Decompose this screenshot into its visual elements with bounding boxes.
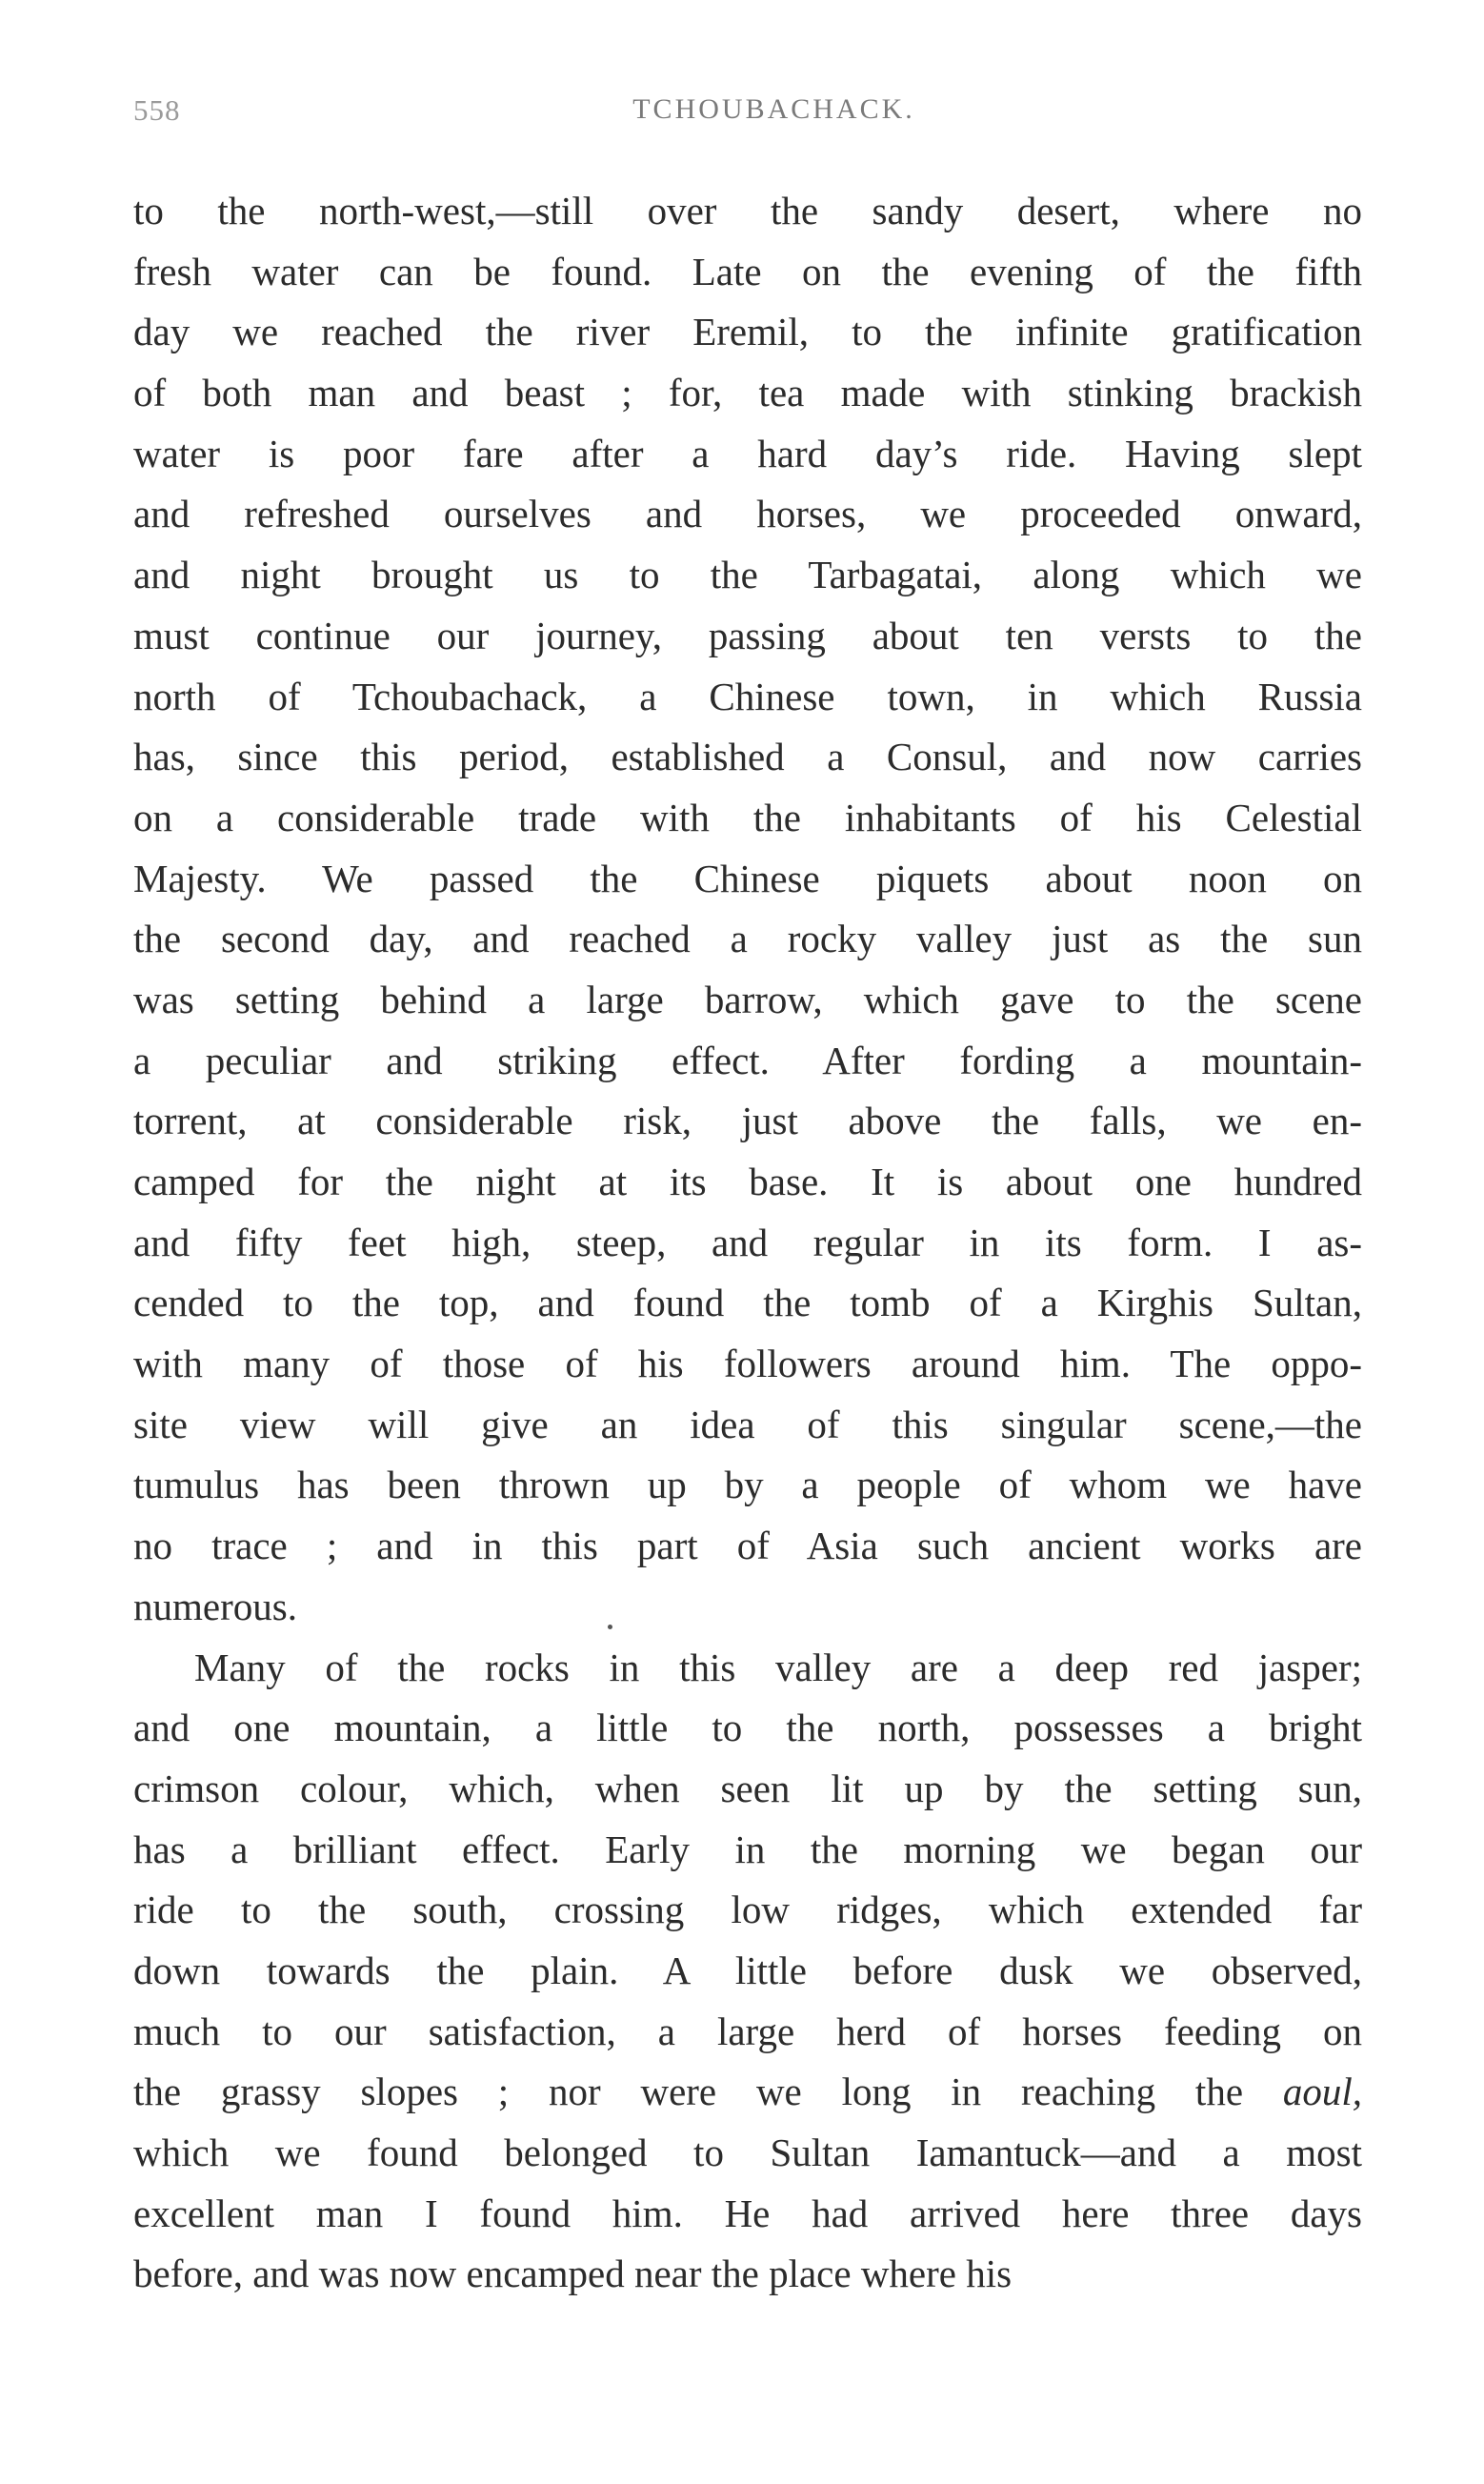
text-line: and one mountain, a little to the north, possesses a bright (133, 1706, 1362, 1750)
running-title: TCHOUBACHACK. (632, 93, 915, 125)
text-line: to the north-west,—still over the sandy desert, where no (133, 189, 1362, 232)
text-line: the grassy slopes ; nor were we long in reaching the aoul, (133, 2070, 1362, 2114)
running-head (133, 93, 1357, 141)
text-line: was setting behind a large barrow, which gave to the scene (133, 977, 1362, 1021)
text-line: no trace ; and in this part of Asia such ancient works are (133, 1524, 1362, 1568)
text-line: and refreshed ourselves and horses, we proceeded onward, (133, 492, 1362, 536)
text-line: tumulus has been thrown up by a people of whom we have (133, 1463, 1362, 1507)
text-line: down towards the plain. A little before dusk we observed, (133, 1948, 1362, 1992)
text-line: has a brilliant effect. Early in the morning we began our (133, 1827, 1362, 1871)
text-line: must continue our journey, passing about ten versts to the (133, 613, 1362, 657)
text-line: day we reached the river Eremil, to the infinite gratification (133, 310, 1362, 354)
text-line: and fifty feet high, steep, and regular in its form. I as- (133, 1220, 1362, 1264)
text-line: has, since this period, established a Consul, and now carries (133, 735, 1362, 779)
text-line: the second day, and reached a rocky valley just as the sun (133, 917, 1362, 961)
paragraph (133, 1638, 1362, 2306)
text-line: site view will give an idea of this singular scene,—the (133, 1402, 1362, 1446)
body-text (133, 181, 1362, 2305)
text-line: water is poor fare after a hard day’s ride. Having slept (133, 431, 1362, 475)
text-line: on a considerable trade with the inhabitants of his Celestial (133, 795, 1362, 839)
text-line: which we found belonged to Sultan Iamantuck—and a most (133, 2131, 1362, 2174)
text-line: much to our satisfaction, a large herd of horses feeding on (133, 2009, 1362, 2053)
text-line: crimson colour, which, when seen lit up by the setting sun, (133, 1766, 1362, 1810)
text-line: Majesty. We passed the Chinese piquets about noon on (133, 856, 1362, 900)
text-line: north of Tchoubachack, a Chinese town, in which Russia (133, 674, 1362, 718)
ink-speck (608, 1625, 612, 1629)
text-line: of both man and beast ; for, tea made with stinking brackish (133, 371, 1362, 415)
text-line: before, and was now encamped near the place where his (133, 2252, 1013, 2296)
text-line: cended to the top, and found the tomb of a Kirghis Sultan, (133, 1281, 1362, 1325)
paragraph (133, 181, 1362, 1638)
text-line: a peculiar and striking effect. After fording a mountain- (133, 1038, 1362, 1082)
text-line: and night brought us to the Tarbagatai, along which we (133, 553, 1362, 597)
text-line: numerous. (133, 1584, 297, 1628)
text-line: Many of the rocks in this valley are a deep red jasper; (194, 1645, 1362, 1689)
text-line: excellent man I found him. He had arrived here three days (133, 2191, 1362, 2235)
text-line: fresh water can be found. Late on the evening of the fifth (133, 249, 1362, 293)
page-number: 558 (133, 93, 181, 127)
text-line: camped for the night at its base. It is about one hundred (133, 1160, 1362, 1203)
text-line: torrent, at considerable risk, just above the falls, we en- (133, 1099, 1362, 1143)
text-line: ride to the south, crossing low ridges, which extended far (133, 1888, 1362, 1932)
italic-term: aoul, (1282, 2070, 1362, 2114)
text-line: with many of those of his followers around him. The oppo- (133, 1342, 1362, 1386)
